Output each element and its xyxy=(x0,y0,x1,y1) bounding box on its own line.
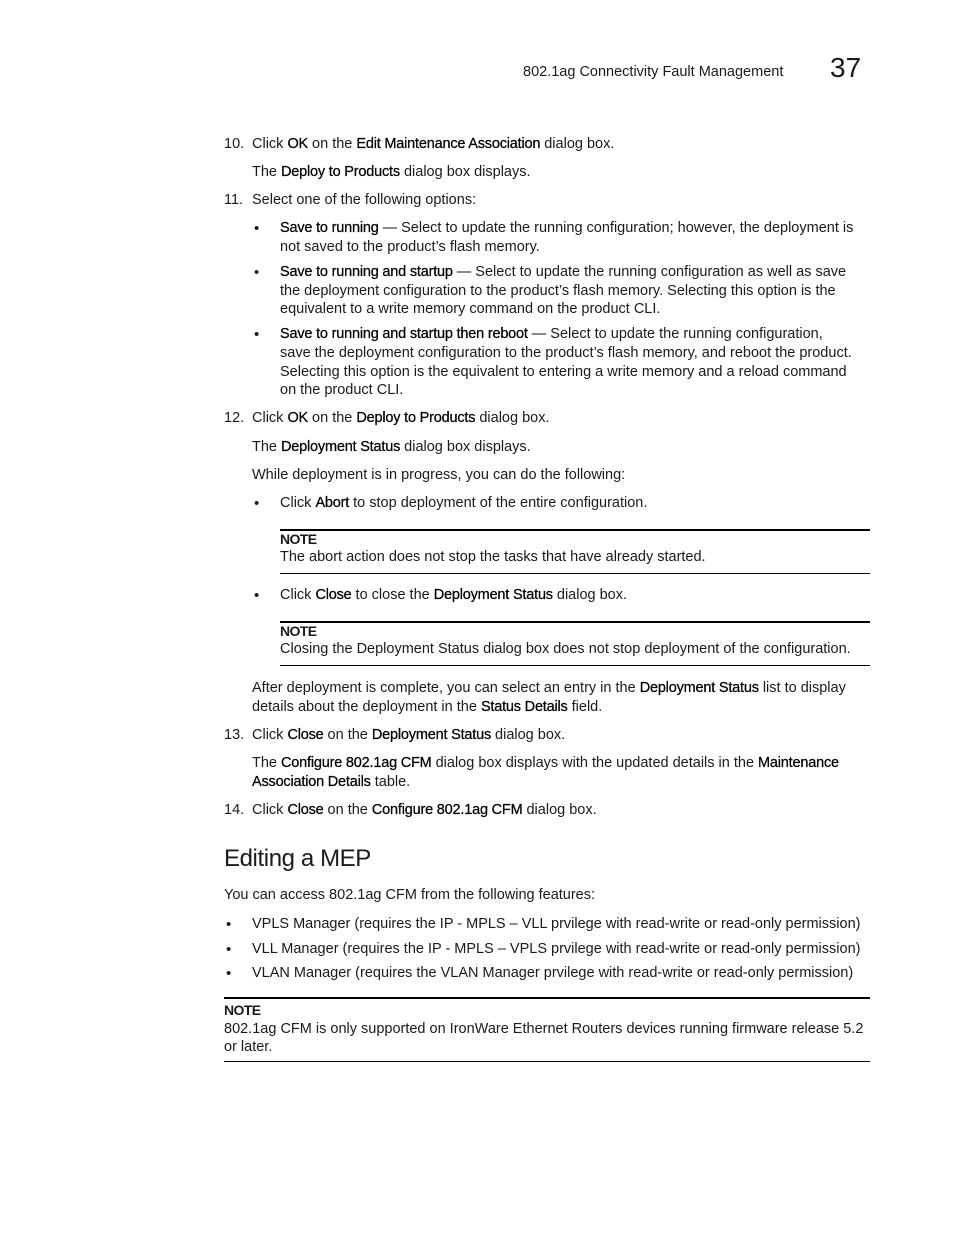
step-12-text: Click OK on the Deploy to Products dialog box. xyxy=(252,410,550,426)
step-11-text: Select one of the following options: xyxy=(252,192,477,208)
option-save-startup-reboot: Save to running and startup then reboot — Select to update the running configuration, xyxy=(280,326,823,342)
note-text: The abort action does not stop the tasks that have already started. xyxy=(280,549,706,565)
bullet: • xyxy=(254,220,260,237)
step-number: 12. xyxy=(224,410,245,426)
note-label: NOTE xyxy=(224,1002,261,1018)
step-14-text: Click Close on the Configure 802.1ag CFM dialog box. xyxy=(252,802,597,818)
note-top-rule xyxy=(224,997,870,999)
note-label: NOTE xyxy=(280,531,317,547)
section-heading: Editing a MEP xyxy=(224,845,371,872)
bullet: • xyxy=(226,941,232,958)
note-bottom-rule xyxy=(280,665,870,666)
bullet: • xyxy=(254,587,260,604)
step-number: 14. xyxy=(224,802,245,818)
bullet: • xyxy=(226,916,232,933)
step-13-text: Click Close on the Deployment Status dialog box. xyxy=(252,727,566,743)
section-intro: You can access 802.1ag CFM from the following features: xyxy=(224,887,596,903)
option-save-running-startup-cont: equivalent to a write memory command on the product CLI. xyxy=(280,301,661,317)
step-12-progress-text: While deployment is in progress, you can do the following: xyxy=(252,467,626,483)
step-10-text: Click OK on the Edit Maintenance Association dialog box. xyxy=(252,136,615,152)
abort-instruction: Click Abort to stop deployment of the entire configuration. xyxy=(280,495,648,511)
step-number: 10. xyxy=(224,136,245,152)
feature-item: VLAN Manager (requires the VLAN Manager prvilege with read-write or read-only permission) xyxy=(252,965,854,981)
option-save-running-cont: not saved to the product’s flash memory. xyxy=(280,239,540,255)
note-label: NOTE xyxy=(280,623,317,639)
close-instruction: Click Close to close the Deployment Status dialog box. xyxy=(280,587,628,603)
option-save-running-startup: Save to running and startup — Select to update the running configuration as well as save xyxy=(280,264,847,280)
step-12-result: The Deployment Status dialog box displays. xyxy=(252,439,531,455)
bullet: • xyxy=(254,264,260,281)
chapter-number: 37 xyxy=(830,52,862,83)
after-deployment-text: After deployment is complete, you can select an entry in the Deployment Status list to display xyxy=(252,680,846,696)
feature-item: VLL Manager (requires the IP - MPLS – VPLS prvilege with read-write or read-only permission) xyxy=(252,941,861,957)
step-number: 13. xyxy=(224,727,245,743)
after-deployment-text-cont: details about the deployment in the Status Details field. xyxy=(252,699,603,715)
note-text-cont: or later. xyxy=(224,1039,273,1055)
note-bottom-rule xyxy=(280,573,870,574)
bullet: • xyxy=(254,495,260,512)
option-save-startup-reboot-cont: on the product CLI. xyxy=(280,382,404,398)
step-13-result: The Configure 802.1ag CFM dialog box displays with the updated details in the Maintenance xyxy=(252,755,839,771)
note-text: Closing the Deployment Status dialog box does not stop deployment of the configuration. xyxy=(280,641,851,657)
step-10-result: The Deploy to Products dialog box displays. xyxy=(252,164,531,180)
note-bottom-rule xyxy=(224,1061,870,1062)
note-top-rule xyxy=(280,529,870,531)
step-13-result-cont: Association Details table. xyxy=(252,774,411,790)
option-save-running: Save to running — Select to update the running configuration; however, the deployment is xyxy=(280,220,854,236)
option-save-startup-reboot-cont: Selecting this option is the equivalent to entering a write memory and a reload command xyxy=(280,364,847,380)
option-save-startup-reboot-cont: save the deployment configuration to the product’s flash memory, and reboot the product. xyxy=(280,345,852,361)
note-top-rule xyxy=(280,621,870,623)
bullet: • xyxy=(226,965,232,982)
option-save-running-startup-cont: the deployment configuration to the product’s flash memory. Selecting this option is the xyxy=(280,283,836,299)
running-header-title: 802.1ag Connectivity Fault Management xyxy=(523,64,784,80)
step-number: 11. xyxy=(224,192,244,208)
note-text: 802.1ag CFM is only supported on IronWare Ethernet Routers devices running firmware release 5.2 xyxy=(224,1021,864,1037)
feature-item: VPLS Manager (requires the IP - MPLS – VLL prvilege with read-write or read-only permission) xyxy=(252,916,861,932)
bullet: • xyxy=(254,326,260,343)
